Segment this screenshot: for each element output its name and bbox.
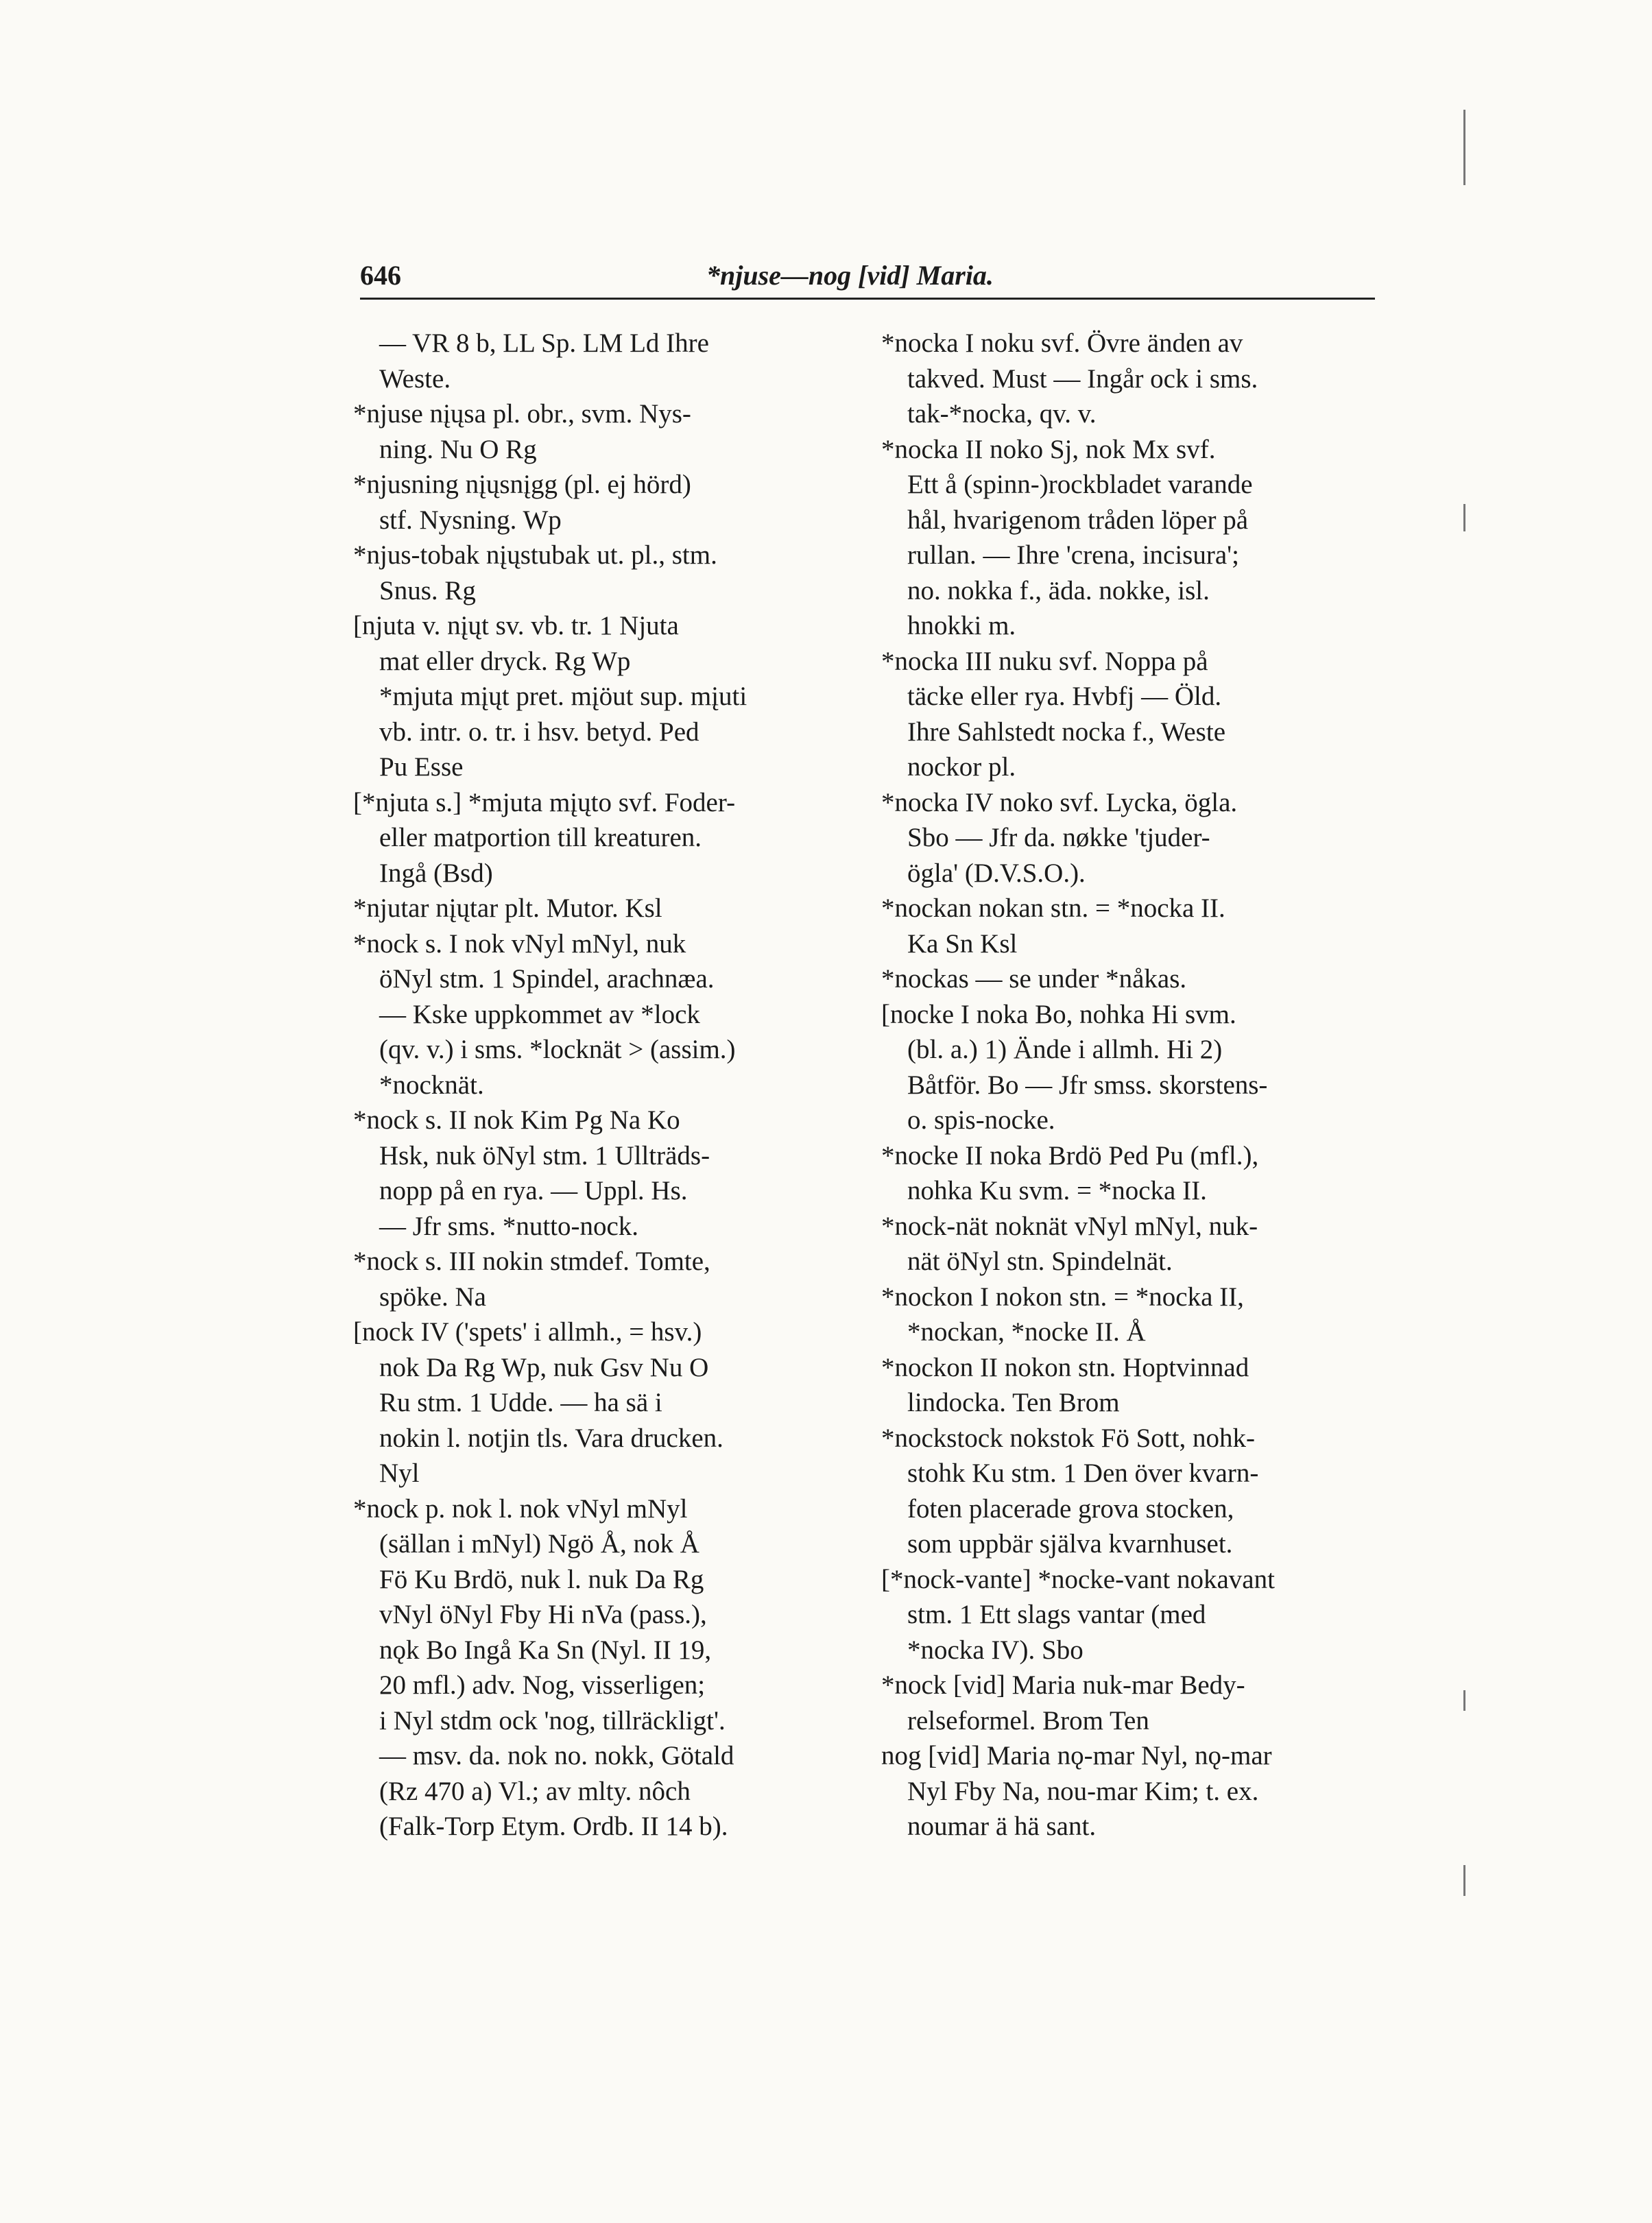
margin-mark [1463,1690,1465,1711]
entry-continuation-line: — msv. da. nok no. nokk, Götald [379,1741,734,1770]
entry-headword-line: *nockas — se under *nåkas. [881,964,1187,994]
entry-continuation-line: — Kske uppkommet av *lock [379,999,700,1029]
entry-continuation-line: nät öNyl stn. Spindelnät. [907,1247,1173,1276]
entry-headword-line: *njutar nįųtar plt. Mutor. Ksl [353,893,662,923]
entry-headword-line: [nocke I noka Bo, nohka Hi svm. [881,999,1236,1029]
entry-continuation-line: nǫk Bo Ingå Ka Sn (Nyl. II 19, [379,1635,712,1665]
entry-headword-line: *nock p. nok l. nok vNyl mNyl [353,1493,688,1524]
entry-continuation-line: nockor pl. [907,752,1016,782]
entry-continuation-line: mat eller dryck. Rg Wp [379,646,631,676]
entry-continuation-line: *nocknät. [379,1070,484,1100]
margin-mark [1463,110,1465,185]
entry-continuation-line: no. nokka f., äda. nokke, isl. [907,575,1210,605]
entry-continuation-line: — Jfr sms. *nutto-nock. [379,1211,639,1241]
entry-continuation-line: eller matportion till kreaturen. [379,823,702,852]
entry-continuation-line: i Nyl stdm ock 'nog, tillräckligt'. [379,1705,726,1735]
entry-headword-line: *njus-tobak nįųstubak ut. pl., stm. [353,540,717,570]
entry-continuation-line: stf. Nysning. Wp [379,505,562,535]
entry-headword-line: [nock IV ('spets' i allmh., = hsv.) [353,1317,702,1347]
entry-headword-line: *njuse nįųsa pl. obr., svm. Nys- [353,399,691,429]
entry-continuation-line: spöke. Na [379,1282,486,1312]
entry-continuation-line: relseformel. Brom Ten [907,1705,1149,1735]
entry-continuation-line: ning. Nu O Rg [379,434,537,464]
entry-continuation-line: Pu Esse [379,752,464,782]
entry-continuation-line: Ingå (Bsd) [379,858,493,888]
left-column [353,326,847,1845]
entry-headword-line: *nock [vid] Maria nuk-mar Bedy- [881,1670,1245,1700]
entry-headword-line: *nocka III nuku svf. Noppa på [881,646,1208,676]
entry-continuation-line: hnokki m. [907,611,1016,640]
entry-continuation-line: o. spis-nocke. [907,1105,1055,1135]
entry-continuation-line: Ka Sn Ksl [907,928,1018,959]
entry-continuation-line: vb. intr. o. tr. i hsv. betyd. Ped [379,717,699,747]
entry-continuation-line: *nockan, *nocke II. Å [907,1317,1146,1347]
entry-headword-line: *nockon II nokon stn. Hoptvinnad [881,1352,1249,1382]
entry-headword-line: *nocka II noko Sj, nok Mx svf. [881,434,1216,464]
entry-headword-line: *nockstock nokstok Fö Sott, nohk- [881,1423,1255,1453]
entry-continuation-line: (qv. v.) i sms. *locknät > (assim.) [379,1035,736,1064]
entry-continuation-line: nopp på en rya. — Uppl. Hs. [379,1176,688,1205]
entry-continuation-line: Snus. Rg [379,575,476,605]
entry-headword-line: *nock s. III nokin stmdef. Tomte, [353,1247,710,1276]
entry-continuation-line: Nyl Fby Na, nou-mar Kim; t. ex. [907,1776,1259,1806]
entry-continuation-line: *nocka IV). Sbo [907,1635,1084,1665]
entry-headword-line: *nock s. II nok Kim Pg Na Ko [353,1105,680,1135]
entry-continuation-line: stohk Ku stm. 1 Den över kvarn- [907,1458,1259,1488]
entry-headword-line: *njusning nįųsnįgg (pl. ej hörd) [353,470,691,499]
margin-mark [1463,504,1465,531]
entry-continuation-line: foten placerade grova stocken, [907,1493,1234,1524]
page-header [360,259,1375,300]
entry-continuation-line: lindocka. Ten Brom [907,1388,1120,1417]
entry-headword-line: [njuta v. nįųt sv. vb. tr. 1 Njuta [353,611,679,640]
entry-continuation-line: stm. 1 Ett slags vantar (med [907,1600,1206,1629]
entry-continuation-line: — VR 8 b, LL Sp. LM Ld Ihre [379,328,709,358]
entry-continuation-line: Ru stm. 1 Udde. — ha sä i [379,1388,662,1417]
right-column [881,326,1375,1845]
entry-continuation-line: *mjuta mįųt pret. mįöut sup. mįuti [379,682,747,711]
entry-headword-line: *nock s. I nok vNyl mNyl, nuk [353,928,686,959]
entry-headword-line: [*nock-vante] *nocke-vant nokavant [881,1564,1275,1594]
entry-continuation-line: täcke eller rya. Hvbfj — Öld. [907,682,1222,711]
entry-continuation-line: Ett å (spinn-)rockbladet varande [907,470,1253,499]
entry-headword-line: *nocke II noka Brdö Ped Pu (mfl.), [881,1140,1259,1170]
entry-continuation-line: som uppbär själva kvarnhuset. [907,1529,1233,1559]
entry-continuation-line: 20 mfl.) adv. Nog, visserligen; [379,1670,706,1700]
entry-continuation-line: tak-*nocka, qv. v. [907,399,1097,429]
margin-mark [1463,1865,1465,1896]
page-number: 646 [360,260,401,291]
entry-continuation-line: Fö Ku Brdö, nuk l. nuk Da Rg [379,1564,704,1594]
entry-continuation-line: Båtför. Bo — Jfr smss. skorstens- [907,1070,1268,1100]
entry-continuation-line: (sällan i mNyl) Ngö Å, nok Å [379,1529,699,1559]
entry-continuation-line: nokin l. notjin tls. Vara drucken. [379,1423,723,1453]
entry-headword-line: *nock-nät noknät vNyl mNyl, nuk- [881,1211,1258,1241]
entry-headword-line: [*njuta s.] *mjuta mįųto svf. Foder- [353,787,736,817]
entry-headword-line: *nockon I nokon stn. = *nocka II, [881,1282,1244,1312]
entry-continuation-line: rullan. — Ihre 'crena, incisura'; [907,540,1240,570]
entry-continuation-line: öNyl stm. 1 Spindel, arachnæa. [379,964,715,994]
entry-continuation-line: Hsk, nuk öNyl stm. 1 Ullträds- [379,1140,710,1170]
entry-continuation-line: takved. Must — Ingår ock i sms. [907,363,1258,394]
running-head: *njuse—nog [vid] Maria. [706,260,994,291]
entry-continuation-line: (Falk-Torp Etym. Ordb. II 14 b). [379,1812,728,1841]
entry-continuation-line: (Rz 470 a) Vl.; av mlty. nôch [379,1776,691,1806]
entry-continuation-line: Sbo — Jfr da. nøkke 'tjuder- [907,823,1210,852]
entry-continuation-line: vNyl öNyl Fby Hi nVa (pass.), [379,1600,707,1629]
entry-continuation-line: Weste. [379,363,451,394]
entry-headword-line: *nocka IV noko svf. Lycka, ögla. [881,787,1238,817]
entry-continuation-line: nohka Ku svm. = *nocka II. [907,1176,1207,1205]
entry-continuation-line: hål, hvarigenom tråden löper på [907,505,1249,535]
entry-continuation-line: noumar ä hä sant. [907,1812,1097,1841]
entry-continuation-line: (bl. a.) 1) Ände i allmh. Hi 2) [907,1035,1223,1064]
entry-continuation-line: Ihre Sahlstedt nocka f., Weste [907,717,1226,747]
entry-headword-line: *nockan nokan stn. = *nocka II. [881,893,1225,923]
entry-continuation-line: Nyl [379,1458,420,1488]
entry-headword-line: nog [vid] Maria nǫ-mar Nyl, nǫ-mar [881,1741,1272,1770]
entry-continuation-line: ögla' (D.V.S.O.). [907,858,1086,888]
entry-headword-line: *nocka I noku svf. Övre änden av [881,328,1243,358]
entry-continuation-line: nok Da Rg Wp, nuk Gsv Nu O [379,1352,709,1382]
